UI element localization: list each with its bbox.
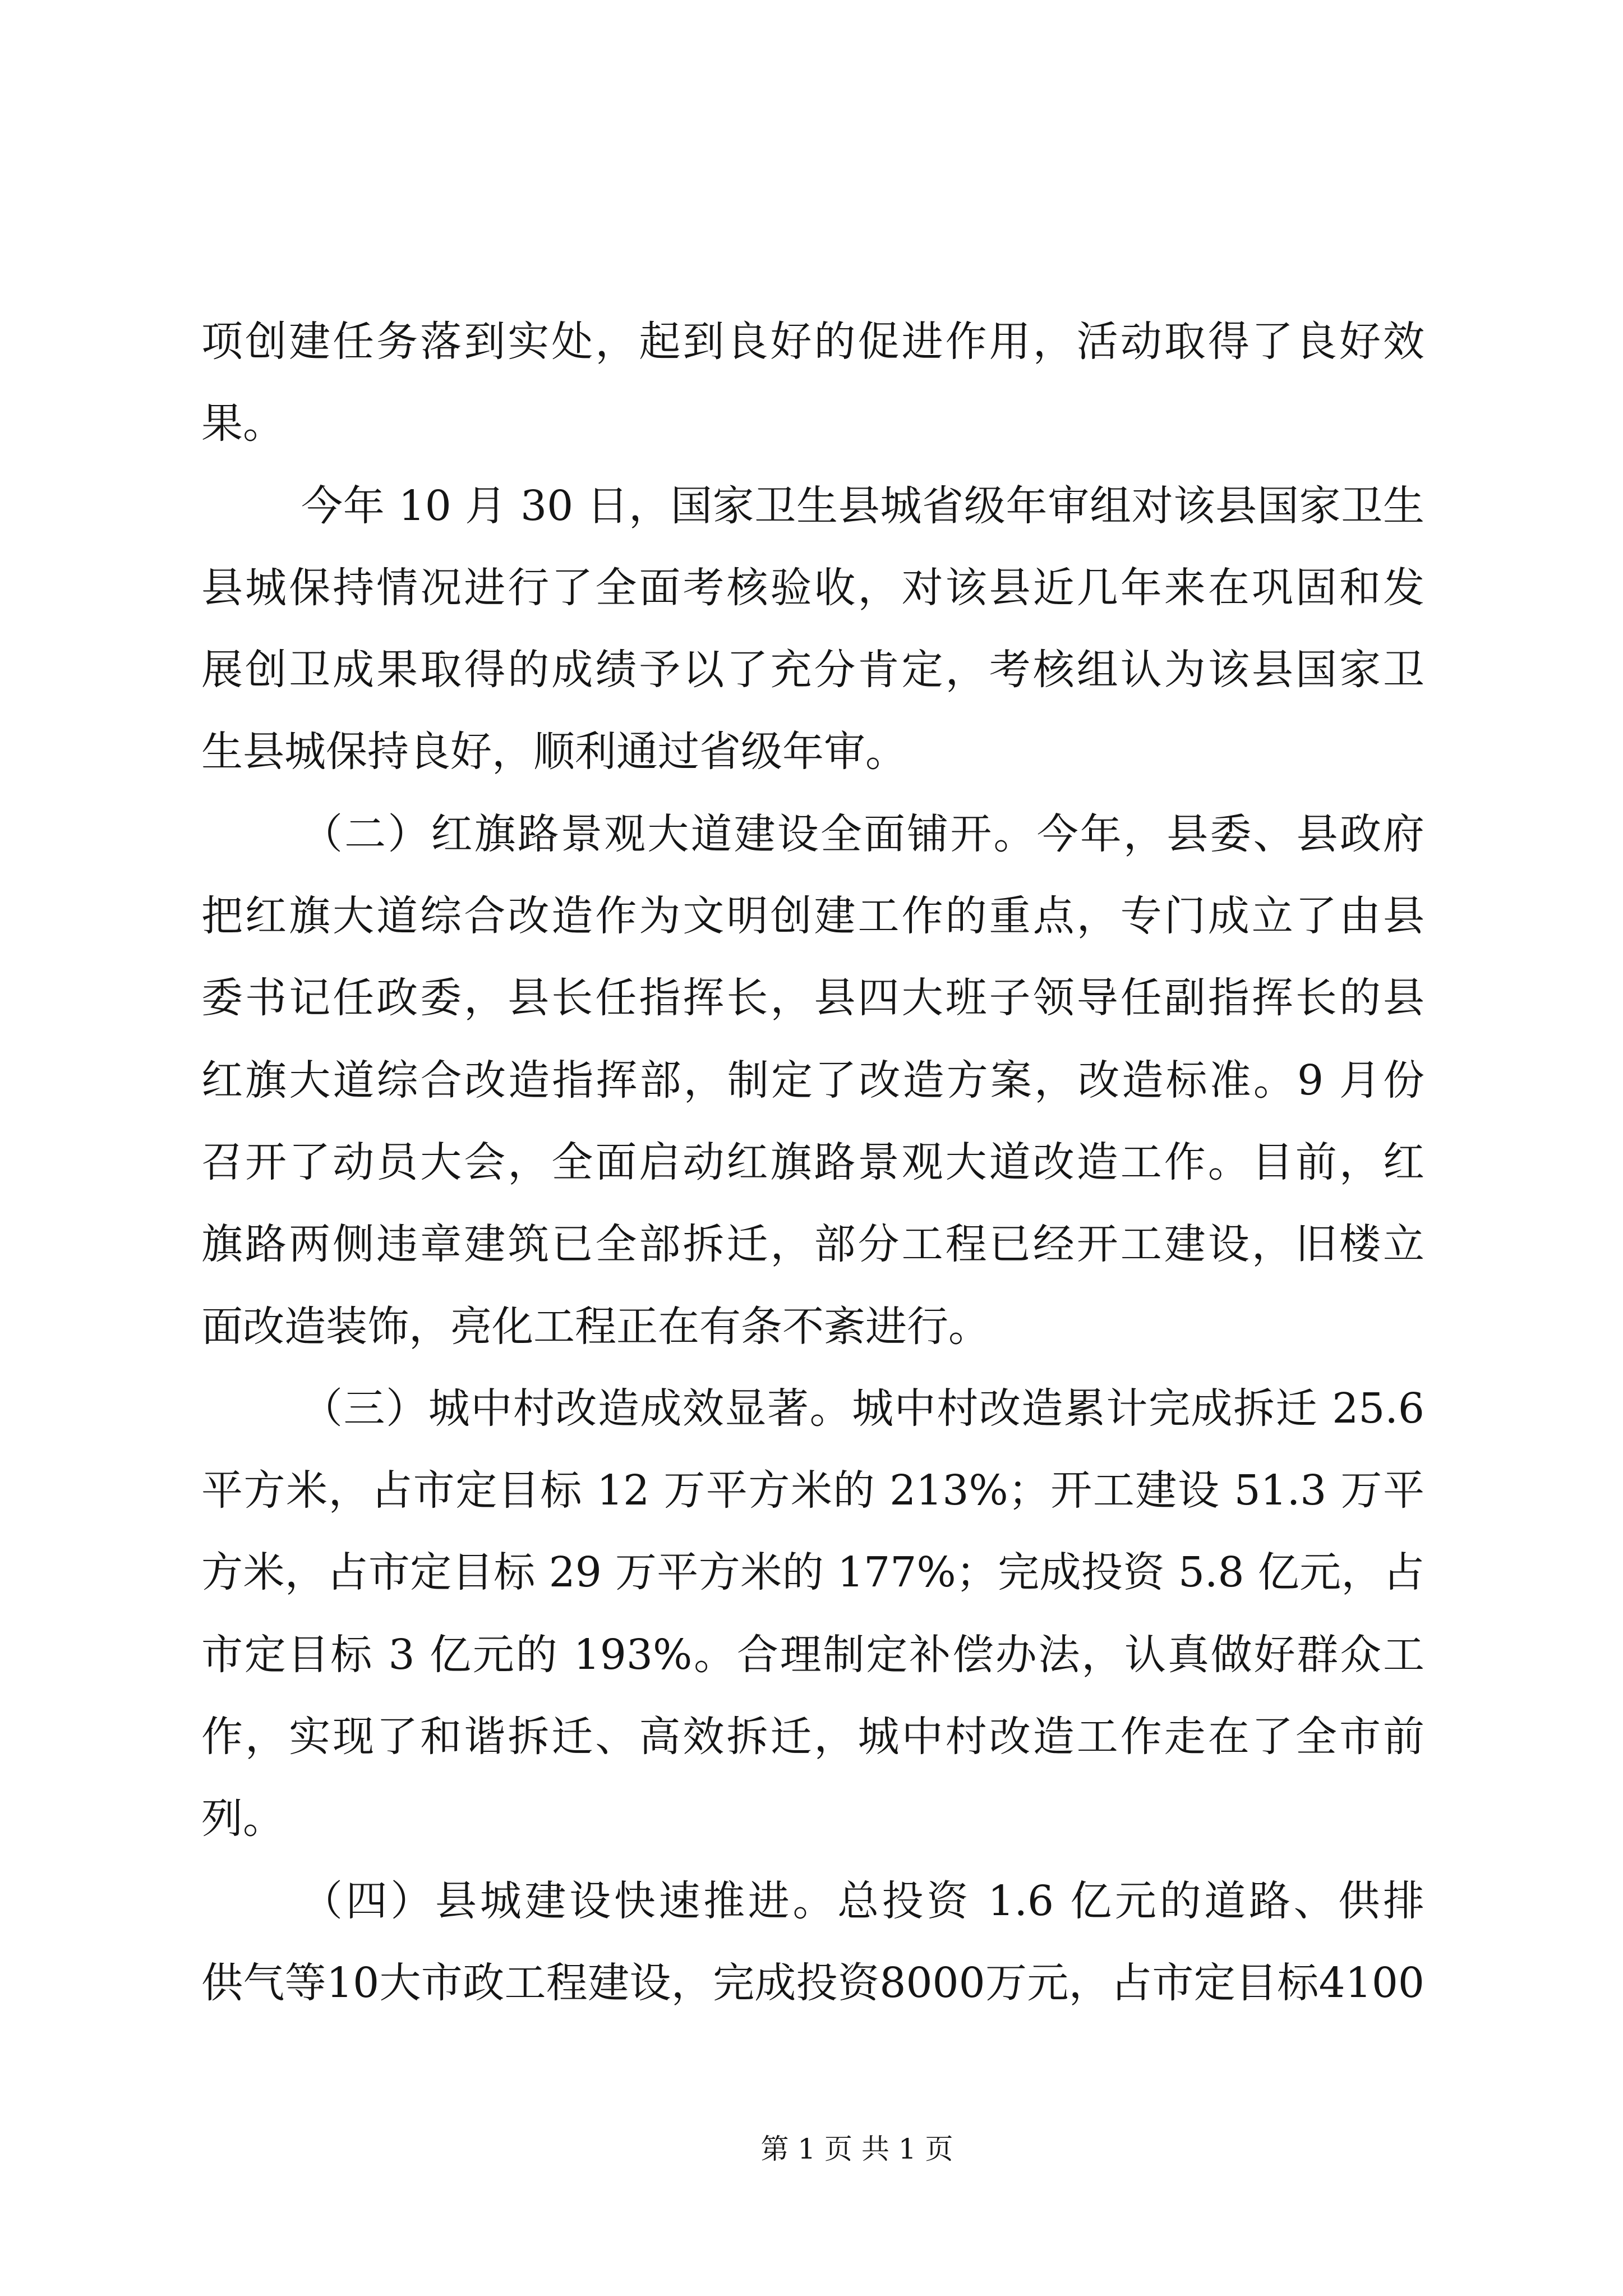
paragraph-line: 面改造装饰，亮化工程正在有条不紊进行。 xyxy=(201,1302,990,1351)
paragraph-line: （三）城中村改造成效显著。城中村改造累计完成拆迁 25.6 xyxy=(301,1384,1424,1433)
paragraph-section-3 xyxy=(201,1368,1424,1860)
paragraph-line: （二）红旗路景观大道建设全面铺开。今年，县委、县政府 xyxy=(301,809,1424,858)
paragraph-line: 方米，占市定目标 29 万平方米的 177%；完成投资 5.8 亿元，占 xyxy=(201,1548,1424,1597)
paragraph-line: 供气等10大市政工程建设，完成投资8000万元，占市定目标4100 xyxy=(201,1958,1424,2007)
paragraph-line: 展创卫成果取得的成绩予以了充分肯定，考核组认为该县国家卫 xyxy=(201,646,1424,694)
paragraph-line: 红旗大道综合改造指挥部，制定了改造方案，改造标准。9 月份 xyxy=(201,1056,1424,1105)
paragraph-line: 旗路两侧违章建筑已全部拆迁，部分工程已经开工建设，旧楼立 xyxy=(201,1220,1424,1269)
paragraph-section-2 xyxy=(201,793,1424,1368)
body-text xyxy=(201,301,1424,2024)
paragraph-continued xyxy=(201,301,1424,465)
paragraph-line: 今年 10 月 30 日，国家卫生县城省级年审组对该县国家卫生 xyxy=(301,481,1424,530)
paragraph-annual-review xyxy=(201,465,1424,793)
paragraph-line: 生县城保持良好，顺利通过省级年审。 xyxy=(201,728,907,776)
paragraph-section-4 xyxy=(201,1860,1424,2024)
paragraph-line: 平方米，占市定目标 12 万平方米的 213%；开工建设 51.3 万平 xyxy=(201,1466,1424,1515)
paragraph-line: 委书记任政委，县长任指挥长，县四大班子领导任副指挥长的县 xyxy=(201,974,1424,1023)
paragraph-line: 把红旗大道综合改造作为文明创建工作的重点，专门成立了由县 xyxy=(201,892,1424,941)
page-number-footer: 第 1 页 共 1 页 xyxy=(760,2133,953,2165)
paragraph-line: 作，实现了和谐拆迁、高效拆迁，城中村改造工作走在了全市前 xyxy=(201,1713,1424,1761)
paragraph-line: 召开了动员大会，全面启动红旗路景观大道改造工作。目前，红 xyxy=(201,1138,1424,1186)
paragraph-line: 果。 xyxy=(201,399,284,448)
paragraph-line: 列。 xyxy=(201,1795,284,1843)
paragraph-line: （四）县城建设快速推进。总投资 1.6 亿元的道路、供排 xyxy=(301,1876,1424,1925)
paragraph-line: 县城保持情况进行了全面考核验收，对该县近几年来在巩固和发 xyxy=(201,563,1424,612)
paragraph-line: 项创建任务落到实处，起到良好的促进作用，活动取得了良好效 xyxy=(201,318,1424,366)
paragraph-line: 市定目标 3 亿元的 193%。合理制定补偿办法，认真做好群众工 xyxy=(201,1630,1424,1679)
